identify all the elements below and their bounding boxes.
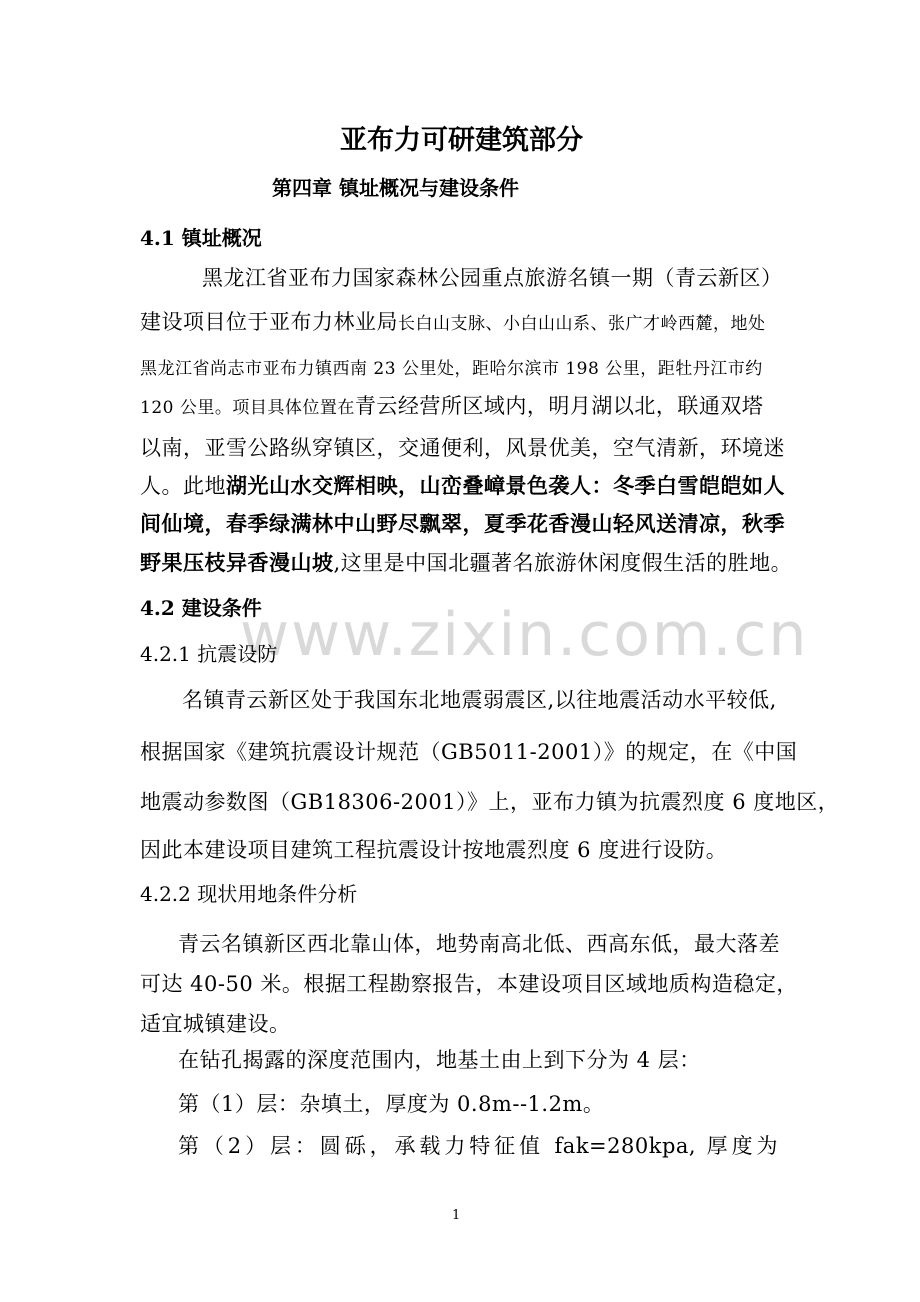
text-line: 120 公里。项目具体位置在青云经营所区域内，明月湖以北，联通双塔 — [140, 394, 764, 418]
text-line: 黑龙江省尚志市亚布力镇西南 23 公里处，距哈尔滨市 198 公里，距牡丹江市约 — [140, 359, 763, 379]
chapter-heading: 第四章 镇址概况与建设条件 — [272, 176, 519, 200]
text-line: 地震动参数图（GB18306-2001）》上，亚布力镇为抗震烈度 6 度地区， — [140, 790, 840, 814]
text-line: 在钻孔揭露的深度范围内，地基土由上到下分为 4 层： — [178, 1048, 701, 1072]
text-line: 间仙境，春季绿满林中山野尽飘翠，夏季花香漫山轻风送清凉，秋季 — [140, 511, 785, 536]
text-line: 因此本建设项目建筑工程抗震设计按地震烈度 6 度进行设防。 — [140, 838, 728, 862]
subsection-heading-4-2-2: 4.2.2 现状用地条件分析 — [140, 882, 358, 906]
page-number: 1 — [452, 1208, 461, 1223]
section-heading-4-2: 4.2 建设条件 — [140, 596, 262, 620]
section-heading-4-1: 4.1 镇址概况 — [140, 226, 262, 250]
text-line: 野果压枝异香漫山坡,这里是中国北疆著名旅游休闲度假生活的胜地。 — [140, 550, 793, 575]
text-line: 青云名镇新区西北靠山体，地势南高北低、西高东低，最大落差 — [178, 932, 780, 956]
text-line: 以南，亚雪公路纵穿镇区，交通便利，风景优美，空气清新，环境迷 — [140, 436, 785, 460]
text-line: 人。此地湖光山水交辉相映，山峦叠嶂景色袭人：冬季白雪皑皑如人 — [140, 473, 785, 498]
subsection-heading-4-2-1: 4.2.1 抗震设防 — [140, 642, 278, 666]
document-title: 亚布力可研建筑部分 — [340, 125, 583, 156]
text-line: 建设项目位于亚布力林业局长白山支脉、小白山山系、张广才岭西麓，地处 — [140, 310, 766, 334]
text-line: 名镇青云新区处于我国东北地震弱震区,以往地震活动水平较低, — [182, 688, 777, 712]
text-line: 可达 40-50 米。根据工程勘察报告，本建设项目区域地质构造稳定， — [140, 972, 798, 996]
text-line: 第（2）层：圆砾，承载力特征值 fak=280kpa, 厚度为 — [178, 1134, 778, 1158]
text-line: 黑龙江省亚布力国家森林公园重点旅游名镇一期（青云新区） — [202, 266, 783, 290]
text-line: 第（1）层：杂填土，厚度为 0.8m--1.2m。 — [178, 1092, 605, 1116]
text-line: 根据国家《建筑抗震设计规范（GB5011-2001）》的规定，在《中国 — [140, 740, 798, 764]
text-line: 适宜城镇建设。 — [140, 1012, 291, 1036]
watermark: www.zixin.com.cn — [240, 600, 809, 670]
